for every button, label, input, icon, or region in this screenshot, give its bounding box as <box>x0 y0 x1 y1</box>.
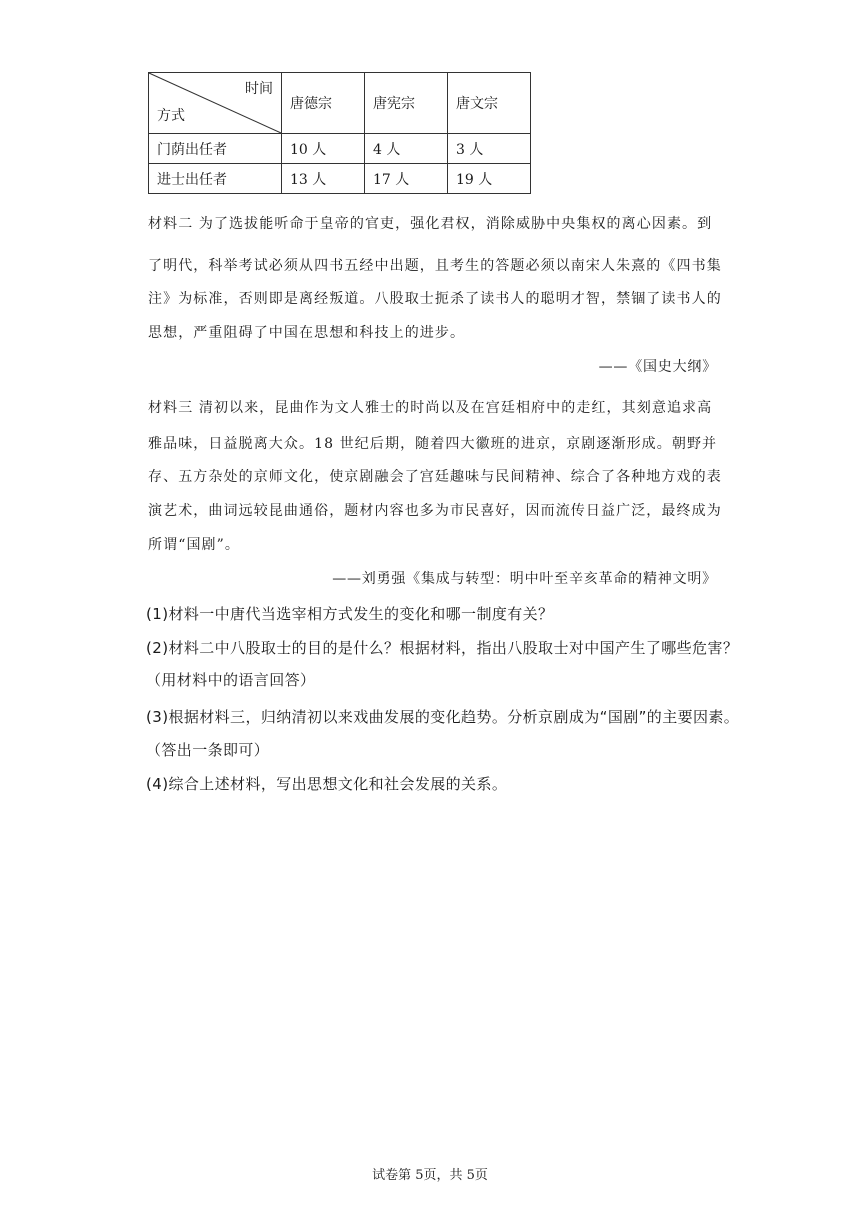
question-2: (2)材料二中八股取士的目的是什么？根据材料，指出八股取士对中国产生了哪些危害？ <box>146 639 739 657</box>
material3-line: 演艺术，曲词远较昆曲通俗，题材内容也多为市民喜好，因而流传日益广泛，最终成为 <box>148 503 722 519</box>
table-cell: 19 人 <box>448 164 531 194</box>
table-row <box>149 164 531 194</box>
table-header-row <box>149 73 531 134</box>
question-2-note: （用材料中的语言回答） <box>146 671 316 689</box>
table-cell: 13 人 <box>282 164 365 194</box>
material3-line: 材料三 清初以来，昆曲作为文人雅士的时尚以及在宫廷相府中的走红，其刻意追求高 <box>148 400 713 416</box>
material3-source: ——刘勇强《集成与转型：明中叶至辛亥革命的精神文明》 <box>332 571 717 587</box>
row-label: 进士出任者 <box>149 164 282 194</box>
row-label: 门荫出任者 <box>149 134 282 164</box>
table-corner-cell <box>149 73 282 134</box>
data-table <box>148 72 531 194</box>
table-cell: 3 人 <box>448 134 531 164</box>
material2-line: 注》为标准，否则即是离经叛道。八股取士扼杀了读书人的聪明才智，禁锢了读书人的 <box>148 291 722 307</box>
question-4: (4)综合上述材料，写出思想文化和社会发展的关系。 <box>146 775 508 793</box>
table-cell: 17 人 <box>365 164 448 194</box>
material3-line: 雅品味，日益脱离大众。18 世纪后期，随着四大徽班的进京，京剧逐渐形成。朝野并 <box>148 436 718 452</box>
material2-line: 了明代，科举考试必须从四书五经中出题，且考生的答题必须以南宋人朱熹的《四书集 <box>148 258 722 274</box>
column-header: 唐文宗 <box>448 73 531 134</box>
corner-top-label: 时间 <box>245 81 273 97</box>
material2-line: 材料二 为了选拔能听命于皇帝的官吏，强化君权，消除威胁中央集权的离心因素。到 <box>148 216 713 232</box>
table-cell: 10 人 <box>282 134 365 164</box>
table-row <box>149 134 531 164</box>
page-footer: 试卷第 5页，共 5页 <box>372 1168 488 1183</box>
question-3: (3)根据材料三，归纳清初以来戏曲发展的变化趋势。分析京剧成为“国剧”的主要因素。 <box>146 708 740 726</box>
table-cell: 4 人 <box>365 134 448 164</box>
question-1: (1)材料一中唐代当选宰相方式发生的变化和哪一制度有关？ <box>146 605 554 623</box>
question-3-note: （答出一条即可） <box>146 741 270 759</box>
material2-line: 思想，严重阻碍了中国在思想和科技上的进步。 <box>148 325 466 341</box>
column-header: 唐德宗 <box>282 73 365 134</box>
corner-bottom-label: 方式 <box>157 108 185 124</box>
material2-source: ——《国史大纲》 <box>598 359 717 375</box>
material3-line: 所谓“国剧”。 <box>148 537 241 553</box>
column-header: 唐宪宗 <box>365 73 448 134</box>
material3-line: 存、五方杂处的京师文化，使京剧融会了宫廷趣味与民间精神、综合了各种地方戏的表 <box>148 469 722 485</box>
